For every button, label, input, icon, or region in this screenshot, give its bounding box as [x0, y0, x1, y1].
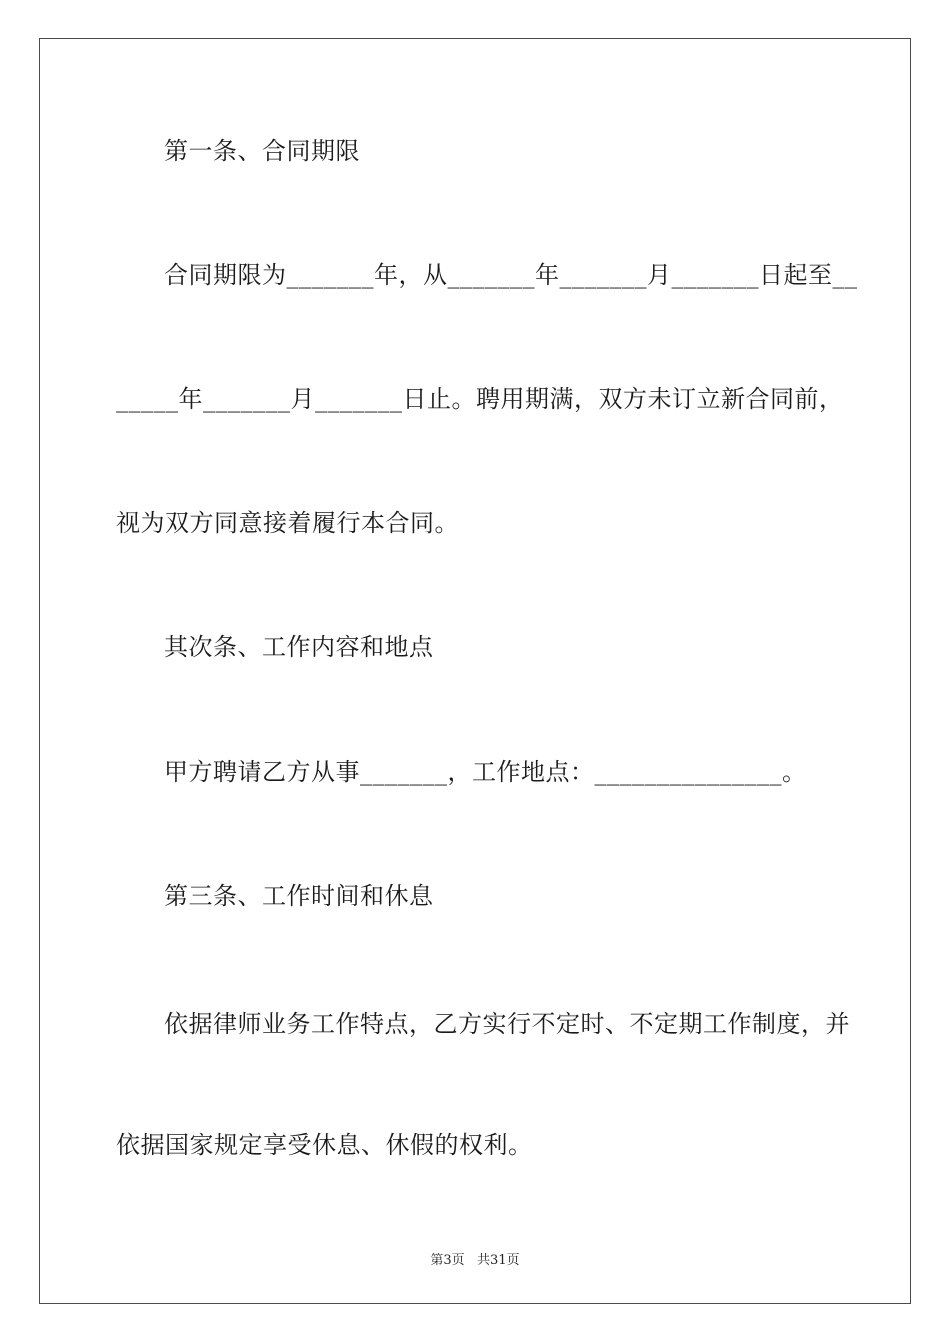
- section-heading-term: 第一条、合同期限: [164, 137, 360, 165]
- paragraph-line: 依据国家规定享受休息、休假的权利。: [116, 1131, 533, 1159]
- paragraph-line: 视为双方同意接着履行本合同。: [116, 509, 459, 537]
- page-number-footer: 第3页 共31页: [430, 1253, 520, 1268]
- section-heading-work: 其次条、工作内容和地点: [164, 633, 434, 661]
- paragraph-line: _____年_______月_______日止。聘用期满，双方未订立新合同前，: [116, 385, 844, 413]
- section-heading-hours: 第三条、工作时间和休息: [164, 882, 434, 910]
- paragraph-line: 合同期限为_______年，从_______年_______月_______日起至__: [164, 261, 858, 289]
- page-border: [39, 38, 911, 1304]
- paragraph-line: 甲方聘请乙方从事_______，工作地点：_______________。: [164, 758, 807, 786]
- paragraph-line: 依据律师业务工作特点，乙方实行不定时、不定期工作制度，并: [164, 1010, 850, 1038]
